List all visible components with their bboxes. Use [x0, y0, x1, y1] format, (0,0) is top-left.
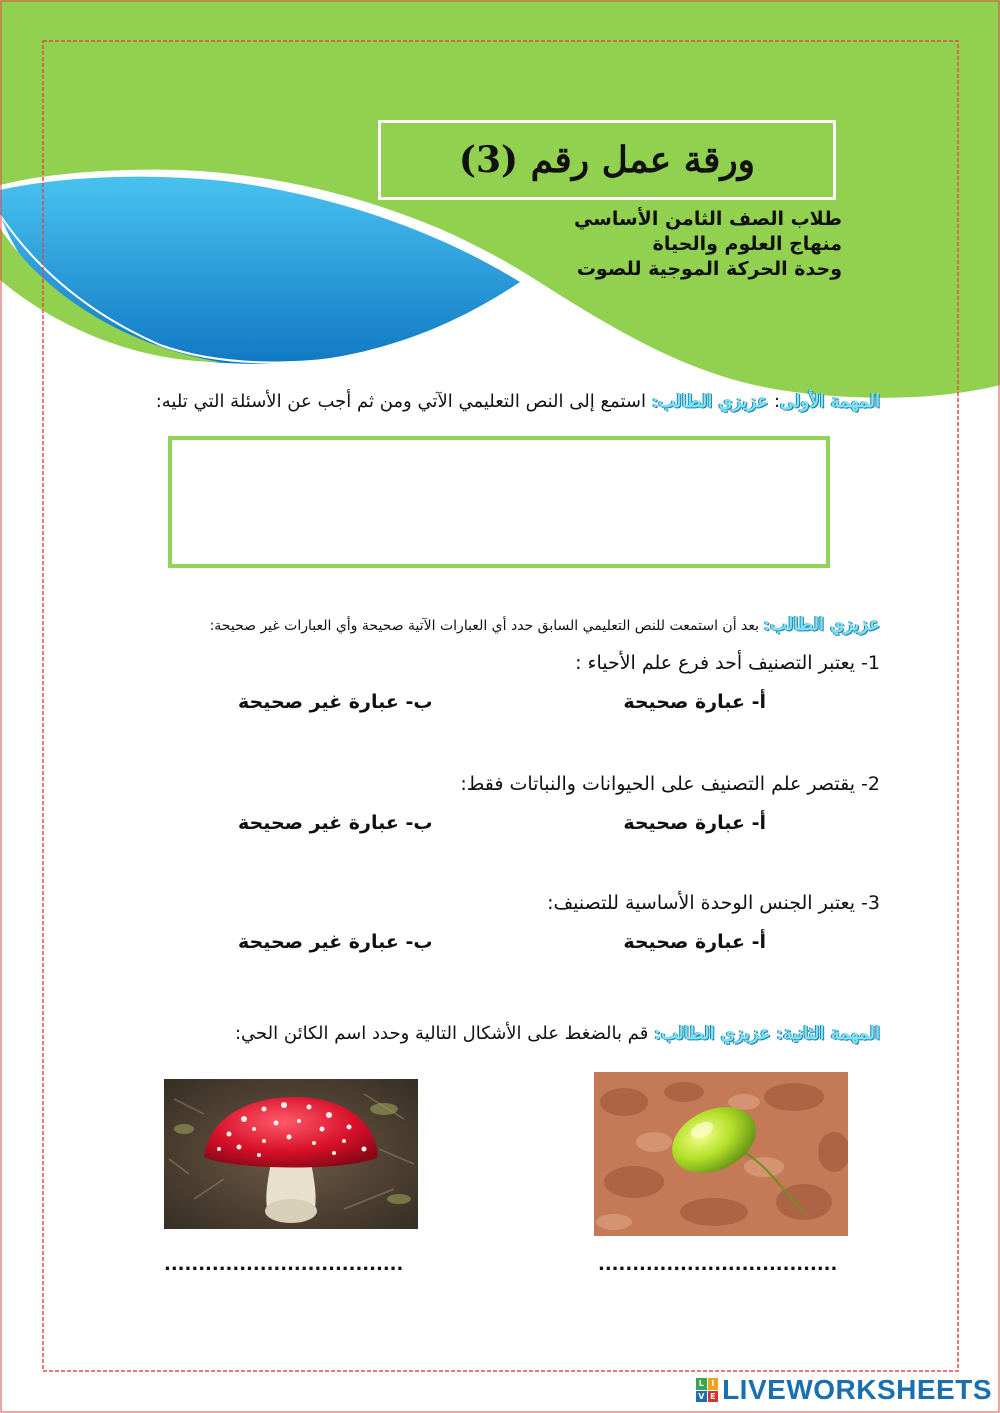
brand-name: LIVEWORKSHEETS [722, 1374, 992, 1405]
q1-option-a[interactable]: أ- عبارة صحيحة [623, 691, 766, 713]
question-3: 3- يعتبر الجنس الوحدة الأساسية للتصنيف: [547, 892, 880, 914]
q1-option-b[interactable]: ب- عبارة غير صحيحة [238, 691, 433, 713]
brand-logo-icon: L I V E [696, 1378, 718, 1402]
section2-text: بعد أن استمعت للنص التعليمي السابق حدد أي العبارات الآتية صحيحة وأي العبارات غير صحيحة: [209, 618, 760, 634]
mushroom-image[interactable] [164, 1079, 418, 1229]
answer-line-right[interactable]: ................................... [598, 1254, 838, 1275]
task1-text: استمع إلى النص التعليمي الآتي ومن ثم أجب عن الأسئلة التي تليه: [155, 391, 646, 412]
subtitle-unit: وحدة الحركة الموجية للصوت [576, 258, 842, 280]
audio-text-box[interactable] [168, 436, 830, 568]
q2-option-b[interactable]: ب- عبارة غير صحيحة [238, 812, 433, 834]
subtitle-curriculum: منهاج العلوم والحياة [652, 233, 842, 255]
task1-dear: عزيزي الطالب: [651, 391, 769, 412]
microorganism-illustration [594, 1072, 848, 1236]
section2-dear: عزيزي الطالب: [763, 614, 880, 635]
task2-label: المهمة الثانية: [776, 1023, 880, 1044]
section2-instruction [210, 614, 880, 635]
task2-dear: عزيزي الطالب: [654, 1023, 771, 1044]
worksheet-title: ورقة عمل رقم (3) [458, 139, 756, 181]
q3-option-a[interactable]: أ- عبارة صحيحة [623, 931, 766, 953]
q2-option-a[interactable]: أ- عبارة صحيحة [623, 812, 766, 834]
subtitle-grade: طلاب الصف الثامن الأساسي [573, 208, 842, 230]
title-box [378, 120, 836, 200]
mushroom-illustration [164, 1079, 418, 1229]
task2-text: قم بالضغط على الأشكال التالية وحدد اسم الكائن الحي: [234, 1023, 649, 1044]
task1-label: المهمة الأولى [780, 391, 880, 412]
microorganism-image[interactable] [594, 1072, 848, 1236]
task1-instruction: المهمة الأولى: عزيزي الطالب: استمع إلى النص التعليمي الآتي ومن ثم أجب عن الأسئلة التي تليه: [155, 391, 880, 412]
task2-instruction [235, 1023, 880, 1044]
answer-line-left[interactable]: ................................... [164, 1254, 404, 1275]
liveworksheets-brand[interactable] [696, 1374, 992, 1406]
question-2: 2- يقتصر علم التصنيف على الحيوانات والنباتات فقط: [460, 773, 880, 795]
q3-option-b[interactable]: ب- عبارة غير صحيحة [238, 931, 433, 953]
question-1: 1- يعتبر التصنيف أحد فرع علم الأحياء : [575, 652, 880, 674]
